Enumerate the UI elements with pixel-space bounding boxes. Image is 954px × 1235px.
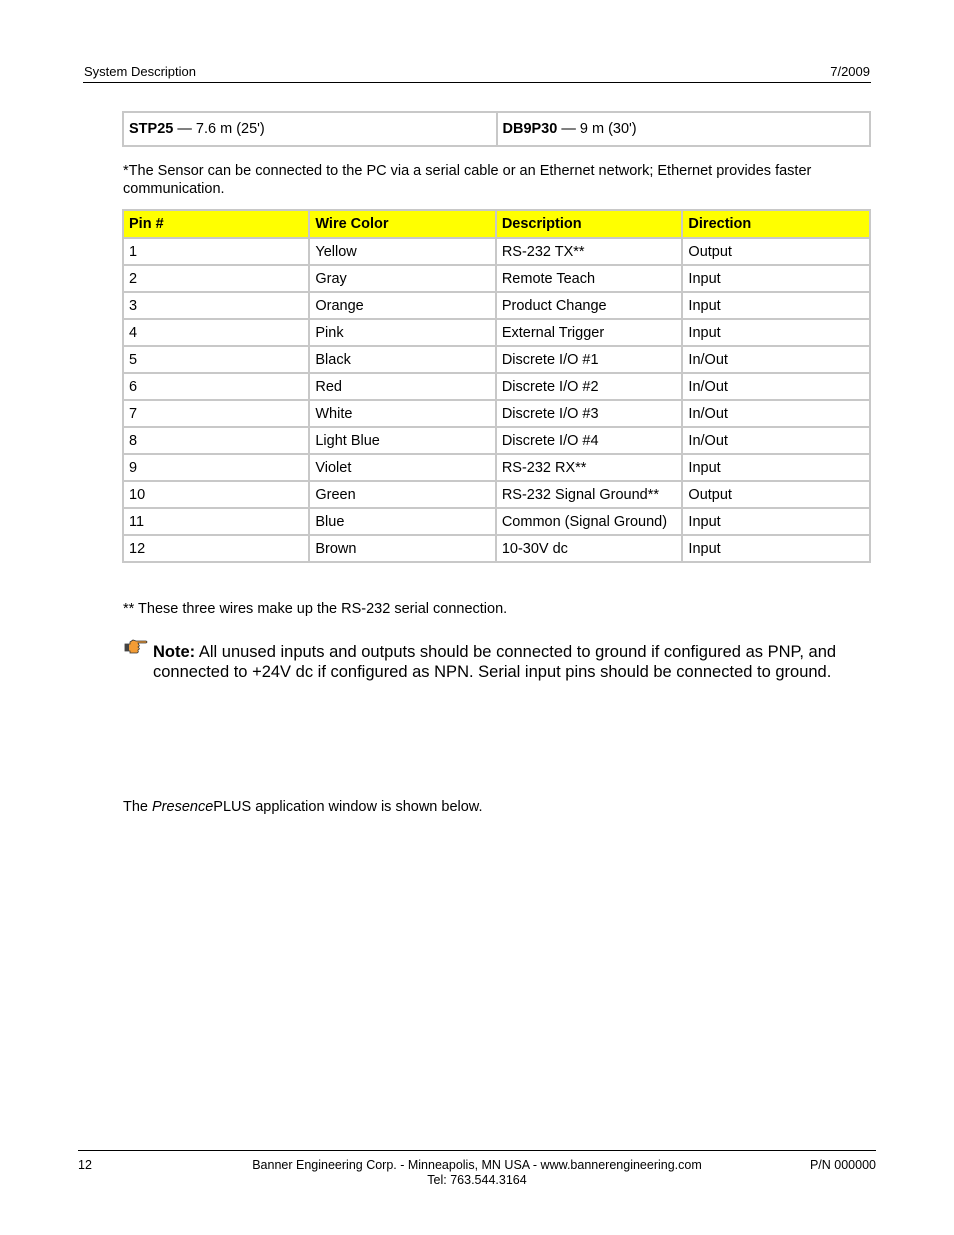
wire-color-cell: Red: [309, 373, 495, 400]
cable-name: STP25: [129, 121, 174, 137]
wire-color-cell: Blue: [309, 508, 495, 535]
wire-color-cell: Violet: [309, 454, 495, 481]
direction-cell: In/Out: [682, 427, 870, 454]
column-header-pin: Pin #: [123, 210, 309, 238]
direction-cell: Input: [682, 454, 870, 481]
footer-company-line: Banner Engineering Corp. - Minneapolis, MN USA - www.bannerengineering.com: [252, 1158, 702, 1172]
wire-color-cell: Green: [309, 481, 495, 508]
pin-cell: 11: [123, 508, 309, 535]
cable-cell: [497, 112, 871, 146]
connection-note: *The Sensor can be connected to the PC via a serial cable or an Ethernet network; Ethernet provides faster communication.: [123, 163, 812, 197]
table-row: [123, 238, 870, 265]
description-cell: RS-232 RX**: [496, 454, 683, 481]
pin-cell: 3: [123, 292, 309, 319]
intro-suffix: application window is shown below.: [251, 799, 483, 815]
description-cell: Discrete I/O #3: [496, 400, 683, 427]
column-header-direction: Direction: [682, 210, 870, 238]
direction-cell: Input: [682, 535, 870, 562]
pin-cell: 5: [123, 346, 309, 373]
table-row: [123, 427, 870, 454]
wire-color-cell: Yellow: [309, 238, 495, 265]
note-label: Note:: [153, 643, 196, 661]
direction-cell: In/Out: [682, 346, 870, 373]
product-name-italic: Presence: [152, 799, 214, 815]
cable-cell: [123, 112, 497, 146]
direction-cell: Output: [682, 238, 870, 265]
wire-color-cell: Pink: [309, 319, 495, 346]
table-row: [123, 400, 870, 427]
direction-cell: In/Out: [682, 400, 870, 427]
cable-name: DB9P30: [502, 121, 558, 137]
description-cell: Discrete I/O #2: [496, 373, 683, 400]
description-cell: Remote Teach: [496, 265, 683, 292]
description-cell: RS-232 Signal Ground**: [496, 481, 683, 508]
footer-rule: [78, 1150, 876, 1151]
direction-cell: Input: [682, 319, 870, 346]
table-row: [123, 319, 870, 346]
table-row: [123, 535, 870, 562]
product-name-rest: PLUS: [213, 799, 252, 815]
description-cell: Product Change: [496, 292, 683, 319]
direction-cell: Input: [682, 508, 870, 535]
intro-prefix: The: [123, 799, 153, 815]
description-cell: RS-232 TX**: [496, 238, 683, 265]
wire-color-cell: Light Blue: [309, 427, 495, 454]
description-cell: Common (Signal Ground): [496, 508, 683, 535]
column-header-description: Description: [496, 210, 683, 238]
header-section-title: System Description: [84, 64, 196, 79]
table-row: [123, 265, 870, 292]
description-cell: 10-30V dc: [496, 535, 683, 562]
pin-table: [122, 209, 871, 563]
wire-color-cell: Brown: [309, 535, 495, 562]
pin-cell: 2: [123, 265, 309, 292]
pointing-hand-icon: [124, 638, 148, 654]
pin-cell: 6: [123, 373, 309, 400]
note-body: All unused inputs and outputs should be connected to ground if configured as PNP, and connected to +24V dc if configured as NPN. Serial input pins should be connected to ground.: [153, 643, 837, 681]
table-row: [123, 373, 870, 400]
wire-color-cell: Orange: [309, 292, 495, 319]
cable-length: — 9 m (30'): [557, 121, 637, 137]
footer-tel-line: Tel: 763.544.3164: [427, 1173, 527, 1187]
wire-color-cell: Gray: [309, 265, 495, 292]
description-cell: Discrete I/O #1: [496, 346, 683, 373]
footer-company-info: [200, 1158, 754, 1188]
table-row: [123, 508, 870, 535]
page-number: 12: [78, 1158, 92, 1172]
pin-cell: 8: [123, 427, 309, 454]
table-row: [123, 481, 870, 508]
header-rule: [83, 82, 871, 83]
cable-length: — 7.6 m (25'): [173, 121, 265, 137]
pin-cell: 7: [123, 400, 309, 427]
pin-cell: 12: [123, 535, 309, 562]
application-window-intro: [123, 799, 483, 815]
direction-cell: In/Out: [682, 373, 870, 400]
pin-table-header-row: [123, 210, 870, 238]
table-row: [123, 346, 870, 373]
pin-table-body: [123, 238, 870, 562]
header-date: 7/2009: [830, 64, 870, 79]
pin-cell: 9: [123, 454, 309, 481]
pin-cell: 1: [123, 238, 309, 265]
footnote: ** These three wires make up the RS-232 serial connection.: [123, 601, 508, 617]
direction-cell: Output: [682, 481, 870, 508]
pin-cell: 4: [123, 319, 309, 346]
description-cell: External Trigger: [496, 319, 683, 346]
cable-table: [122, 111, 871, 147]
table-row: [123, 454, 870, 481]
part-number: P/N 000000: [809, 1158, 876, 1172]
note-text: [153, 642, 873, 682]
table-row: [123, 292, 870, 319]
direction-cell: Input: [682, 265, 870, 292]
description-cell: Discrete I/O #4: [496, 427, 683, 454]
direction-cell: Input: [682, 292, 870, 319]
wire-color-cell: Black: [309, 346, 495, 373]
wire-color-cell: White: [309, 400, 495, 427]
column-header-wire-color: Wire Color: [309, 210, 495, 238]
pin-cell: 10: [123, 481, 309, 508]
cable-row: [123, 112, 870, 146]
